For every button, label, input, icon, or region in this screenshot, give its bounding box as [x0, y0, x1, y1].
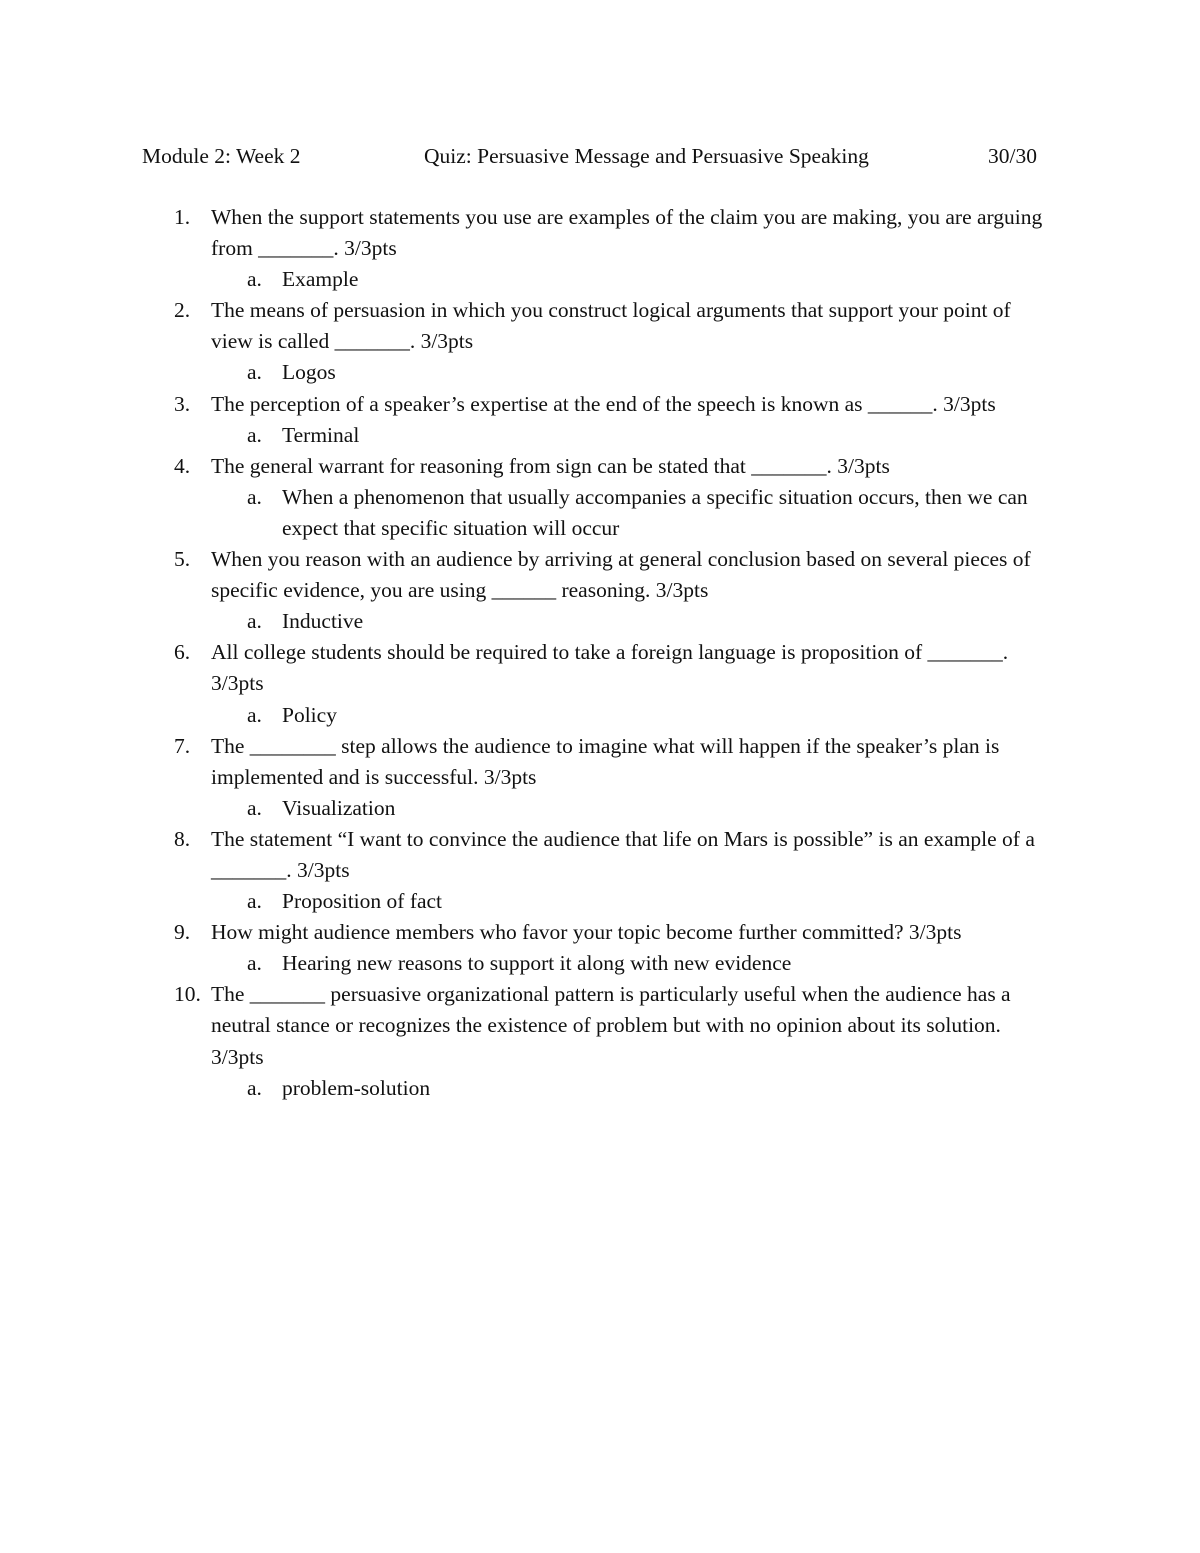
question-number: 8. — [174, 826, 191, 851]
answer-item-2 — [0, 357, 1062, 388]
answer-text: When a phenomenon that usually accompanies a specific situation occurs, then we can expect that specific situation will occur — [282, 484, 1028, 540]
question-text: The means of persuasion in which you construct logical arguments that support your point of view is called _______. 3/3pts — [211, 298, 1011, 354]
answer-letter: a. — [247, 422, 262, 447]
answer-letter: a. — [247, 360, 262, 385]
answer-letter: a. — [247, 1075, 262, 1100]
answer-text: Inductive — [282, 609, 364, 634]
answer-item-9 — [0, 948, 1062, 979]
question-list — [0, 202, 1200, 1104]
question-text: The ________ step allows the audience to imagine what will happen if the speaker’s plan is implemented and is successful. 3/3pts — [211, 733, 1000, 789]
answer-text: Visualization — [282, 795, 396, 820]
answer-item-6 — [0, 700, 1062, 731]
answer-item-5 — [0, 606, 1062, 637]
question-number: 2. — [174, 298, 191, 323]
answer-item-7 — [0, 793, 1062, 824]
question-item-3 — [0, 389, 1056, 420]
answer-text: problem-solution — [282, 1075, 431, 1100]
answer-item-1 — [0, 264, 1062, 295]
header-score: 30/30 — [988, 144, 1037, 168]
question-number: 1. — [174, 205, 191, 229]
question-text: When you reason with an audience by arriving at general conclusion based on several pieces of specific evidence, you are using ______ reasoning. 3/3pts — [211, 547, 1031, 603]
header-quiz-title: Quiz: Persuasive Message and Persuasive Speaking — [424, 144, 869, 168]
question-item-4 — [0, 451, 1056, 482]
question-text: How might audience members who favor your topic become further committed? 3/3pts — [211, 920, 962, 945]
question-number: 4. — [174, 453, 191, 478]
answer-text: Proposition of fact — [282, 889, 443, 914]
question-item-1 — [0, 202, 1056, 264]
header-module: Module 2: Week 2 — [142, 144, 301, 168]
answer-letter: a. — [247, 951, 262, 976]
question-text: The _______ persuasive organizational pattern is particularly useful when the audience has a neutral stance or recognizes the existence of problem but with no opinion about its solution. 3/3pts — [211, 982, 1011, 1069]
question-text: When the support statements you use are examples of the claim you are making, you are arguing from _______. 3/3pts — [211, 205, 1043, 261]
question-item-6 — [0, 637, 1056, 699]
answer-letter: a. — [247, 702, 262, 727]
question-number: 6. — [174, 640, 191, 665]
answer-letter: a. — [247, 484, 262, 509]
answer-letter: a. — [247, 609, 262, 634]
question-item-10 — [0, 979, 1056, 1072]
question-text: The general warrant for reasoning from sign can be stated that _______. 3/3pts — [211, 453, 890, 478]
answer-item-4 — [0, 482, 1062, 544]
question-number: 5. — [174, 547, 191, 572]
answer-letter: a. — [247, 795, 262, 820]
answer-text: Hearing new reasons to support it along with new evidence — [282, 951, 792, 976]
question-number: 7. — [174, 733, 191, 758]
answer-letter: a. — [247, 267, 262, 292]
answer-text: Terminal — [282, 422, 360, 447]
answer-letter: a. — [247, 889, 262, 914]
answer-text: Policy — [282, 702, 337, 727]
answer-text: Logos — [282, 360, 336, 385]
answer-item-8 — [0, 886, 1062, 917]
question-item-8 — [0, 824, 1056, 886]
question-text: The statement “I want to convince the audience that life on Mars is possible” is an example of a _______. 3/3pts — [211, 826, 1035, 882]
question-item-7 — [0, 731, 1056, 793]
page-header — [142, 141, 1062, 172]
answer-item-3 — [0, 420, 1062, 451]
question-number: 10. — [174, 982, 201, 1007]
answer-item-10 — [0, 1073, 1062, 1104]
question-number: 9. — [174, 920, 191, 945]
question-text: All college students should be required to take a foreign language is proposition of _______. 3/3pts — [211, 640, 1009, 696]
question-text: The perception of a speaker’s expertise at the end of the speech is known as ______. 3/3pts — [211, 391, 996, 416]
answer-text: Example — [282, 267, 359, 292]
question-item-9 — [0, 917, 1056, 948]
question-number: 3. — [174, 391, 191, 416]
question-item-5 — [0, 544, 1056, 606]
question-item-2 — [0, 295, 1056, 357]
